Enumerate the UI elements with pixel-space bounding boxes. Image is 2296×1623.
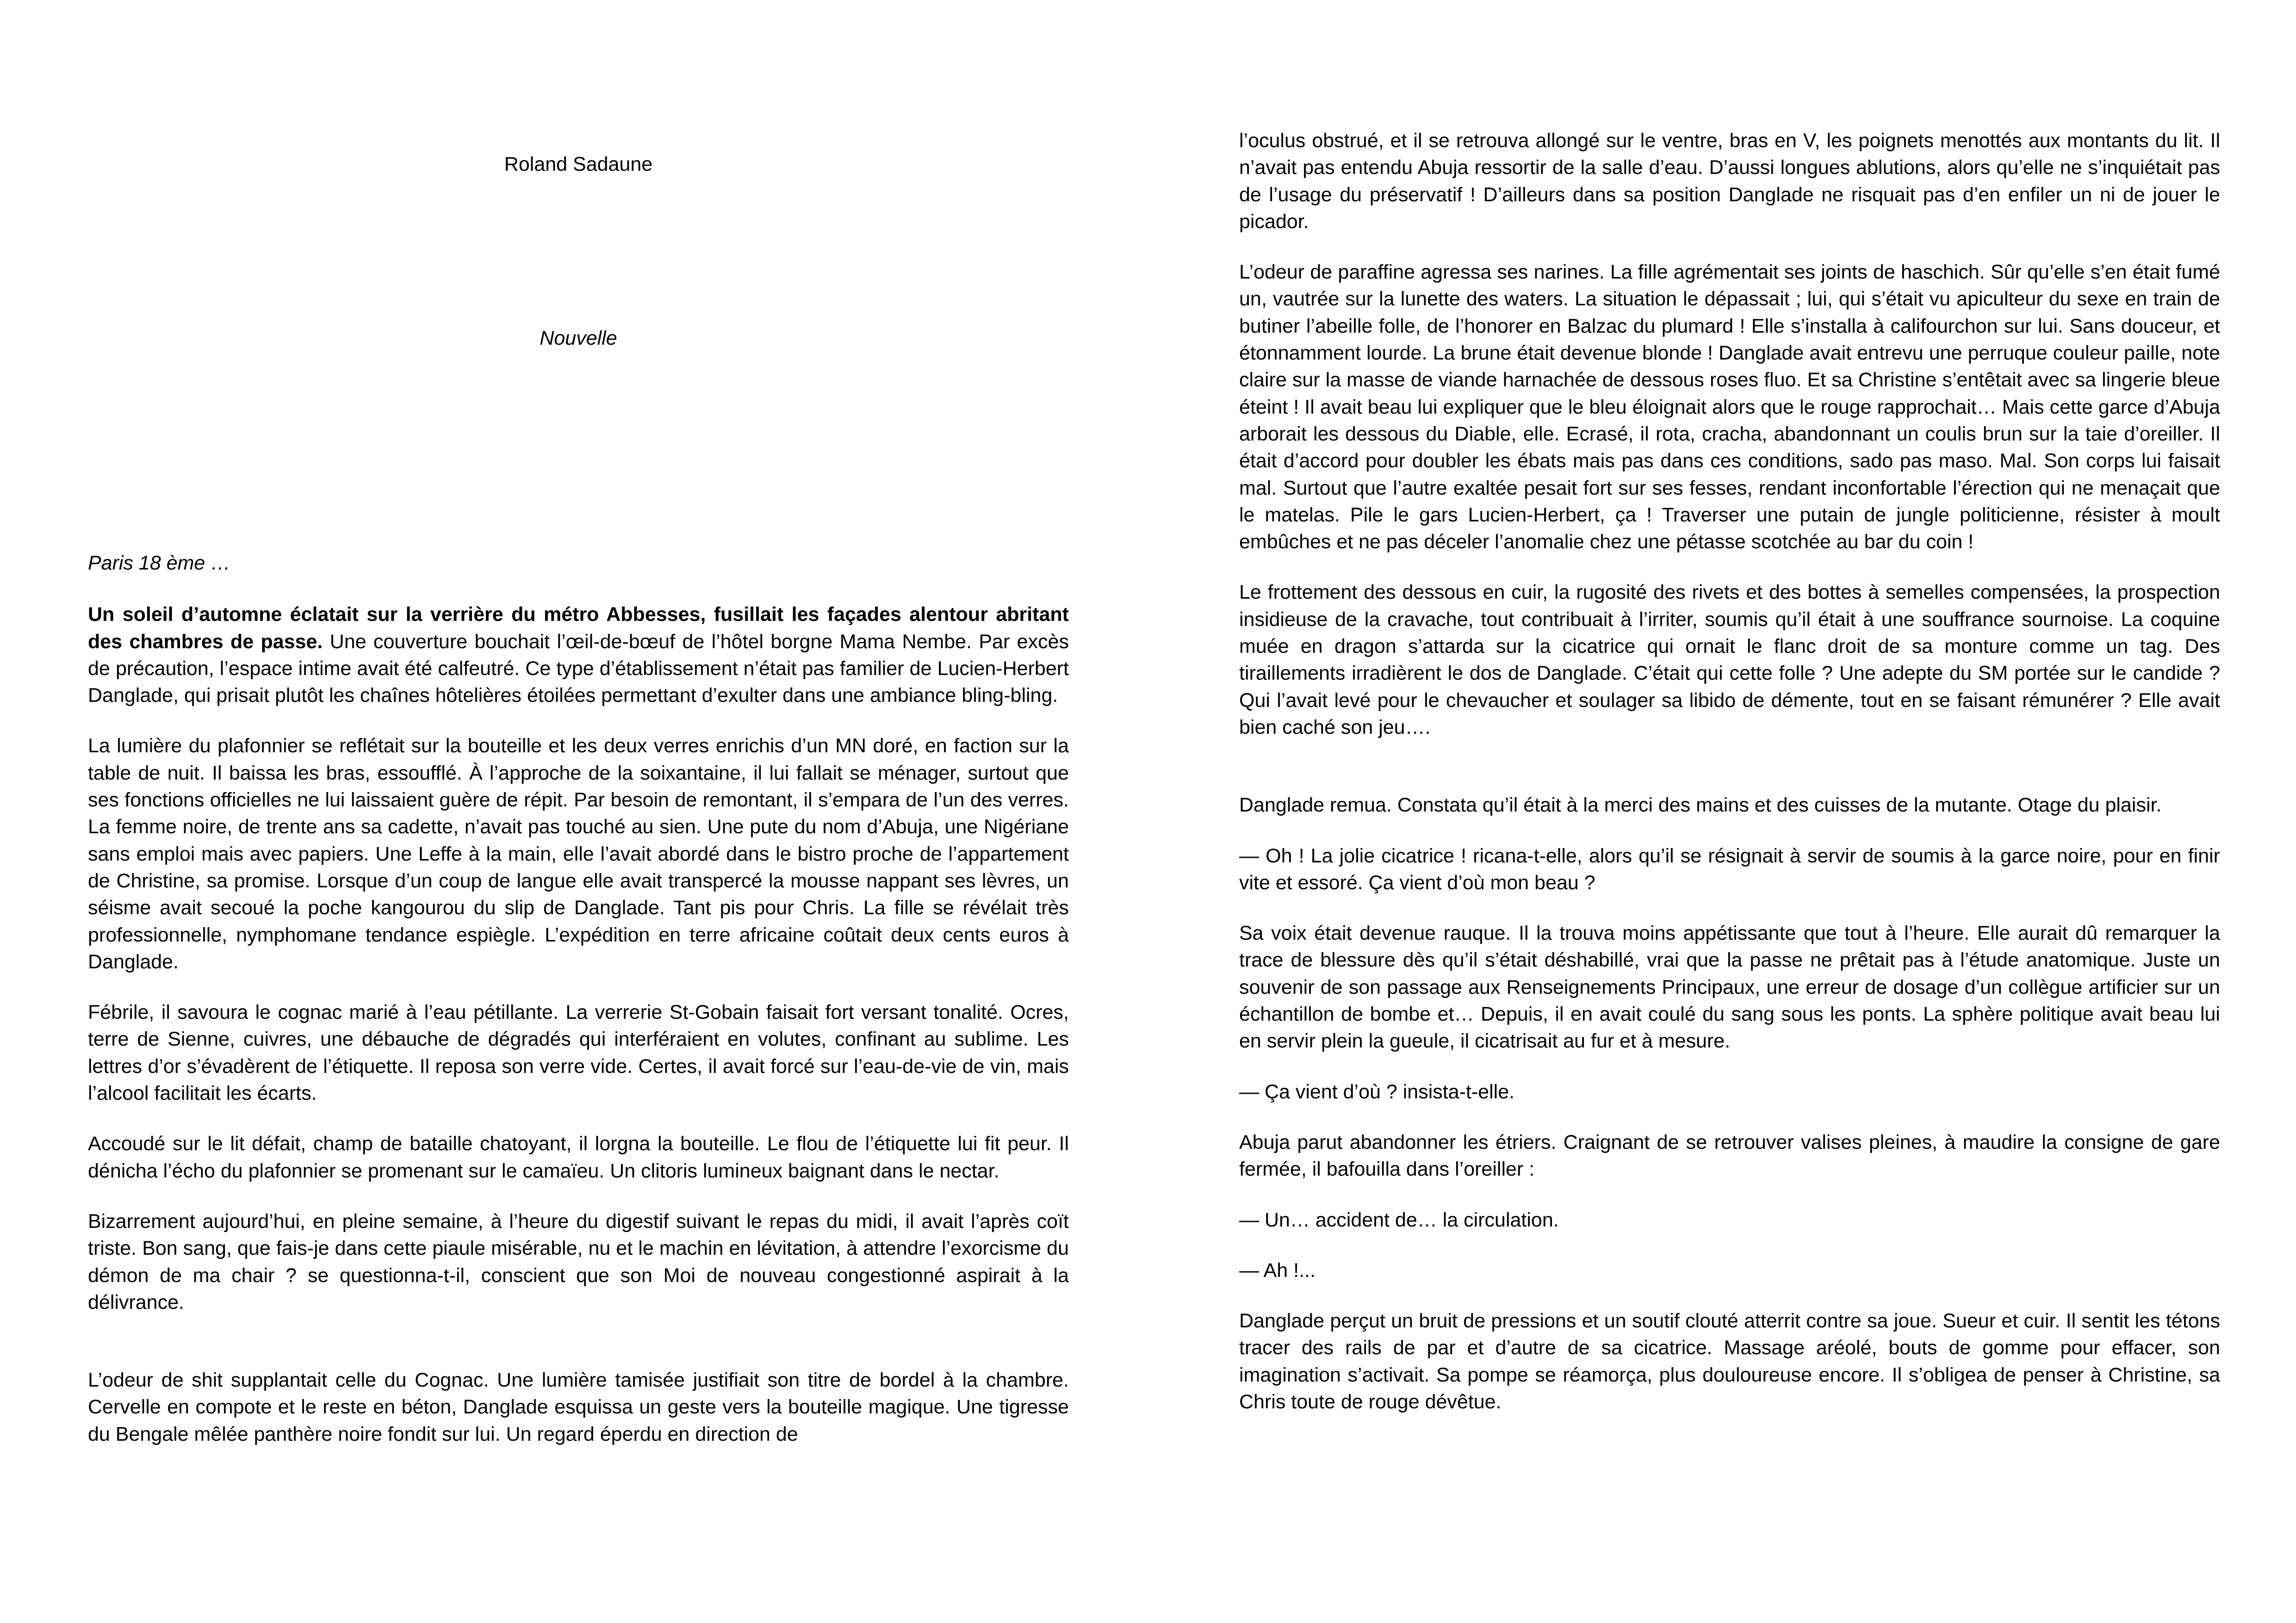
- paragraph: Abuja parut abandonner les étriers. Craignant de se retrouver valises pleines, à maudire la consigne de gare fermée, il bafouilla dans l’oreiller :: [1239, 1131, 2220, 1181]
- paragraph: l’oculus obstrué, et il se retrouva allongé sur le ventre, bras en V, les poignets menottés aux montants du lit. Il n’avait pas entendu Abuja ressortir de la salle d’eau. D’aussi longues ablutions, alors qu’elle ne s’inquiétait pas de l’usage du préservatif ! D’ailleurs dans sa position Danglade ne risquait pas d’en enfiler un ni de jouer le picador.: [1239, 130, 2220, 233]
- paragraph: L’odeur de shit supplantait celle du Cognac. Une lumière tamisée justifiait son titre de bordel à la chambre. Cervelle en compote et le reste en béton, Danglade esquissa un geste vers la bouteille magique. Une tigresse du Bengale mêlée panthère noire fondit sur lui. Un regard éperdu en direction de: [88, 1369, 1069, 1445]
- paragraph: Fébrile, il savoura le cognac marié à l’eau pétillante. La verrerie St-Gobain faisait fort versant tonalité. Ocres, terre de Sienne, cuivres, une débauche de dégradés qui interféraient en volutes, confinant au sublime. Les lettres d’or s’évadèrent de l’étiquette. Il reposa son verre vide. Certes, il avait forcé sur l’eau-de-vie de vin, mais l’alcool facilitait les écarts.: [88, 1001, 1069, 1105]
- place-line: Paris 18 ème …: [88, 552, 231, 574]
- dialogue-line: — Oh ! La jolie cicatrice ! ricana-t-elle, alors qu’il se résignait à servir de soumis à la garce noire, pour en finir vite et essoré. Ça vient d’où mon beau ?: [1239, 844, 2220, 894]
- paragraph: Bizarrement aujourd’hui, en pleine semaine, à l’heure du digestif suivant le repas du midi, il avait l’après coït triste. Bon sang, que fais-je dans cette piaule misérable, nu et le machin en lévitation, à attendre l’exorcisme du démon de ma chair ? se questionna-t-il, conscient que son Moi de nouveau congestionné aspirait à la délivrance.: [88, 1210, 1069, 1313]
- paragraph: Danglade perçut un bruit de pressions et un soutif clouté atterrit contre sa joue. Sueur et cuir. Il sentit les tétons tracer des rails de par et d’autre de sa cicatrice. Massage aréolé, bouts de gomme pour effacer, son imagination s’activait. Sa pompe se réamorça, plus douloureuse encore. Il s’obligea de penser à Christine, sa Chris toute de rouge dévêtue.: [1239, 1310, 2220, 1413]
- left-text-block: [88, 550, 1069, 1471]
- paragraph: [88, 601, 1069, 709]
- genre-label: Nouvelle: [540, 327, 617, 349]
- dialogue-line: — Ça vient d’où ? insista-t-elle.: [1239, 1080, 1515, 1103]
- left-page: [88, 0, 1069, 1623]
- right-page: [1239, 0, 2220, 1623]
- paragraph: Accoudé sur le lit défait, champ de bataille chatoyant, il lorgna la bouteille. Le flou de l’étiquette lui fit peur. Il dénicha l’écho du plafonnier se promenant sur le camaïeu. Un clitoris lumineux baignant dans le nectar.: [88, 1133, 1069, 1182]
- right-text-block: [1239, 127, 2220, 1439]
- paragraph: L’odeur de paraffine agressa ses narines. La fille agrémentait ses joints de haschich. Sûr qu’elle s’en était fumé un, vautrée sur la lunette des waters. La situation le dépassait ; lui, qui s’était vu apiculteur du sexe en train de butiner l’abeille folle, de l’honorer en Balzac du plumard ! Elle s’installa à califourchon sur lui. Sans douceur, et étonnamment lourde. La brune était devenue blonde ! Danglade avait entrevu une perruque couleur paille, note claire sur la masse de viande harnachée de dessous roses fluo. Et sa Christine s’entêtait avec sa lingerie bleue éteint ! Il avait beau lui expliquer que le bleu éloignait alors que le rouge rapprochait… Mais cette garce d’Abuja arborait les dessous du Diable, elle. Ecrasé, il rota, cracha, abandonnant un coulis brun sur la taie d’oreiller. Il était d’accord pour doubler les ébats mais pas dans ces conditions, sado pas maso. Mal. Son corps lui faisait mal. Surtout que l’autre exaltée pesait fort sur ses fesses, rendant inconfortable l’érection qui ne menaçait que le matelas. Pile le gars Lucien-Herbert, ça ! Traverser une putain de jungle politicienne, résister à moult embûches et ne pas déceler l’anomalie chez une pétasse scotchée au bar du coin !: [1239, 261, 2220, 553]
- paragraph: La lumière du plafonnier se reflétait sur la bouteille et les deux verres enrichis d’un MN doré, en faction sur la table de nuit. Il baissa les bras, essoufflé. À l’approche de la soixantaine, il lui fallait se ménager, surtout que ses fonctions officielles ne lui laissaient guère de répit. Par besoin de remontant, il s’empara de l’un des verres. La femme noire, de trente ans sa cadette, n’avait pas touché au sien. Une pute du nom d’Abuja, une Nigériane sans emploi mais avec papiers. Une Leffe à la main, elle l’avait abordé dans le bistro proche de l’appartement de Christine, sa promise. Lorsque d’un coup de langue elle avait transpercé la mousse nappant ses lèvres, un séisme avait secoué la poche kangourou du slip de Danglade. Tant pis pour Chris. La fille se révélait très professionnelle, nymphomane tendance espiègle. L’expédition en terre africaine coûtait deux cents euros à Danglade.: [88, 735, 1069, 973]
- dialogue-line: — Ah !...: [1239, 1259, 1316, 1282]
- dialogue-line: — Un… accident de… la circulation.: [1239, 1208, 1559, 1231]
- paragraph: Sa voix était devenue rauque. Il la trouva moins appétissante que tout à l’heure. Elle aurait dû remarquer la trace de blessure dès qu’il s’était déshabillé, vrai que la passe ne prêtait pas à l’étude anatomique. Juste un souvenir de son passage aux Renseignements Principaux, une erreur de dosage d’un collègue artificier sur un échantillon de bombe et… Depuis, il en avait coulé du sang sous les ponts. La sphère politique avait beau lui en servir plein la gueule, il cicatrisait au fur et à mesure.: [1239, 922, 2220, 1053]
- author-name: Roland Sadaune: [504, 153, 653, 175]
- paragraph: Le frottement des dessous en cuir, la rugosité des rivets et des bottes à semelles compensées, la prospection insidieuse de la cravache, tout contribuait à l’irriter, soumis qu’il était à une souffrance sournoise. La coquine muée en dragon s’attarda sur la cicatrice qui ornait le flanc droit de sa monture comme un tag. Des tiraillements irradièrent le dos de Danglade. C’était qui cette folle ? Une adepte du SM portée sur le candide ? Qui l’avait levé pour le chevaucher et soulager sa libido de démente, tout en se faisant rémunérer ? Elle avait bien caché son jeu….: [1239, 581, 2220, 738]
- paragraph-continuation: Une couverture bouchait l’œil-de-bœuf de l’hôtel borgne Mama Nembe. Par excès de précaution, l’espace intime avait été calfeutré. Ce type d’établissement n’était pas familier de Lucien-Herbert Danglade, qui prisait plutôt les chaînes hôtelières étoilées permettant d’exulter dans une ambiance bling-bling.: [88, 630, 1069, 707]
- paragraph: Danglade remua. Constata qu’il était à la merci des mains et des cuisses de la mutante. Otage du plaisir.: [1239, 794, 2162, 817]
- opening-bold-sentence: Un soleil d’automne éclatait sur la verrière du métro Abbesses, fusillait les façades alentour abritant des chambres de passe.: [88, 603, 1069, 653]
